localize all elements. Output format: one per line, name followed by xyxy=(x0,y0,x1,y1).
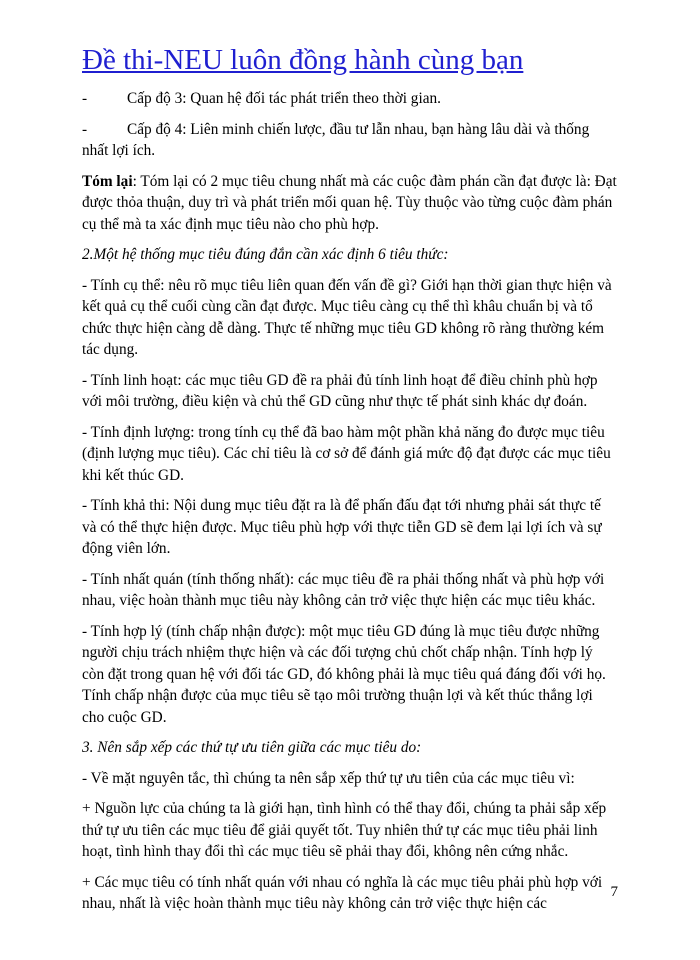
principle-paragraph: - Về mặt nguyên tắc, thì chúng ta nên sắp xếp thứ tự ưu tiên của các mục tiêu vì: xyxy=(82,769,575,787)
criterion-reasonable: - Tính hợp lý (tính chấp nhận được): một mục tiêu GD đúng là mục tiêu được những người chịu trách nhiệm thực hiện và các đối tượng chủ chốt chấp nhận. Tính hợp lý còn đặt trong quan hệ với đối tác GD, đó không phải là mục tiêu quá đáng đối với họ. Tính chấp nhận được của mục tiêu sẽ tạo môi trường thuận lợi và kết thúc thắng lợi cho cuộc GD. xyxy=(82,622,606,726)
criterion-consistent: - Tính nhất quán (tính thống nhất): các mục tiêu đề ra phải thống nhất và phù hợp với nhau, việc hoàn thành mục tiêu này không cản trở việc thực hiện các mục tiêu khác. xyxy=(82,570,605,609)
criterion-flexible: - Tính linh hoạt: các mục tiêu GD đề ra phải đủ tính linh hoạt để điều chỉnh phù hợp với môi trường, điều kiện và chủ thể GD cũng như thực tế phát sinh khác dự đoán. xyxy=(82,371,598,410)
criterion-quantitative: - Tính định lượng: trong tính cụ thể đã bao hàm một phần khả năng đo được mục tiêu (định lượng mục tiêu). Các chỉ tiêu là cơ sở để đánh giá mức độ đạt được các mục tiêu khi kết thúc GD. xyxy=(82,423,611,484)
summary-label: Tóm lại xyxy=(82,172,133,190)
level3-item: - Cấp độ 3: Quan hệ đối tác phát triển theo thời gian. xyxy=(82,90,441,107)
criterion-feasible: - Tính khả thi: Nội dung mục tiêu đặt ra là để phấn đấu đạt tới nhưng phải sát thực tế và có thể thực hiện được. Mục tiêu phù hợp với thực tiễn GD sẽ đem lại lợi ích và sự động viên lớn. xyxy=(82,497,602,557)
reason-2-paragraph: + Các mục tiêu có tính nhất quán với nhau có nghĩa là các mục tiêu phải phù hợp với nhau, nhất là việc hoàn thành mục tiêu này không cản trở việc thực hiện các xyxy=(82,873,603,912)
reason-1-paragraph: + Nguồn lực của chúng ta là giới hạn, tình hình có thể thay đổi, chúng ta phải sắp xếp thứ tự ưu tiên các mục tiêu để giải quyết tốt. Tuy nhiên thứ tự các mục tiêu phải linh hoạt, tình hình thay đổi thì các mục tiêu sẽ phải thay đổi, không nên cứng nhắc. xyxy=(82,800,607,860)
criterion-specific: - Tính cụ thể: nêu rõ mục tiêu liên quan đến vấn đề gì? Giới hạn thời gian thực hiện và kết quả cụ thể cuối cùng cần đạt được. Mục tiêu càng cụ thể thì khâu chuẩn bị và tổ chức thực hiện càng dễ dàng. Thực tế những mục tiêu GD không rõ ràng thường kém tác dụng. xyxy=(82,276,612,358)
page-number: 7 xyxy=(610,884,618,900)
section-2-heading: 2.Một hệ thống mục tiêu đúng đắn cần xác định 6 tiêu thức: xyxy=(82,246,449,263)
summary-paragraph: Tóm lại: Tóm lại có 2 mục tiêu chung nhất mà các cuộc đàm phán cần đạt được là: Đạt được thỏa thuận, duy trì và phát triển mối quan hệ. Tùy thuộc vào từng cuộc đàm phán cụ thể mà ta xác định mục tiêu nào cho phù hợp. xyxy=(82,172,617,233)
section-3-heading: 3. Nên sắp xếp các thứ tự ưu tiên giữa các mục tiêu do: xyxy=(82,739,422,756)
header-title-link[interactable]: Đề thi-NEU luôn đồng hành cùng bạn xyxy=(82,44,524,76)
page-content xyxy=(82,88,617,924)
level4-item: - Cấp độ 4: Liên minh chiến lược, đầu tư lẫn nhau, bạn hàng lâu dài và thống nhất lợi ích. xyxy=(82,120,590,159)
